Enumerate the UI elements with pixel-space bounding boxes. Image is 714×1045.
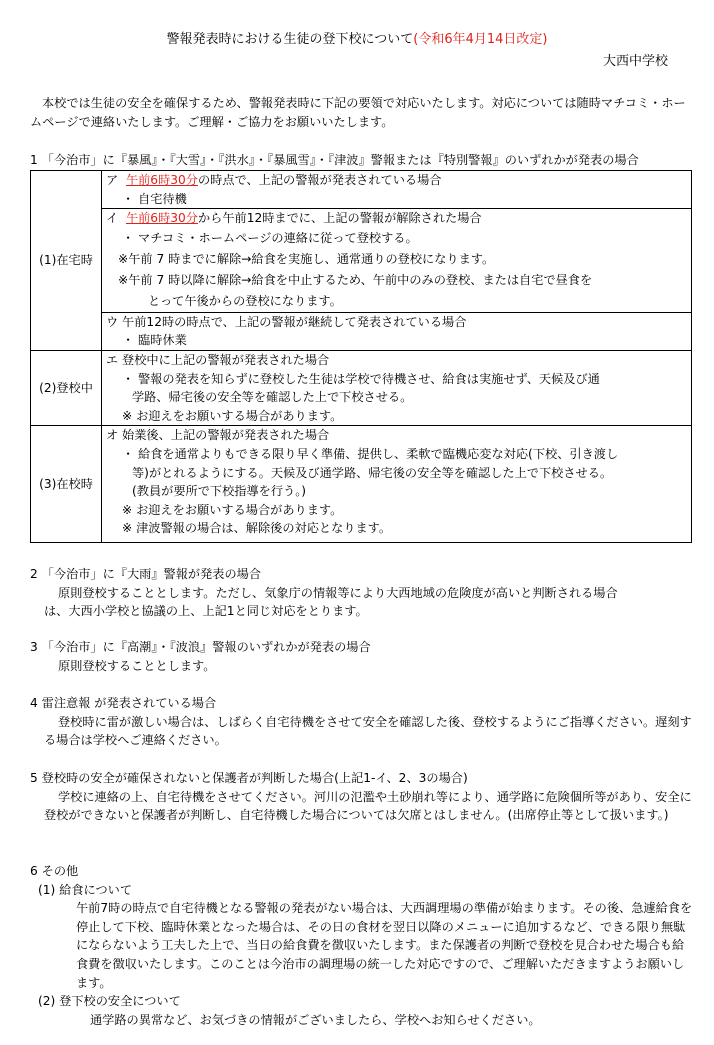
section2-heading: 2 「今治市」に『大雨』警報が発表の場合 xyxy=(30,567,262,581)
section3-body: 原則登校することとします。 xyxy=(58,658,216,673)
rule-a-rest: の時点で、上記の警報が発表されている場合 xyxy=(197,173,442,187)
title-text: 警報発表時における生徒の登下校について xyxy=(166,32,414,47)
section2-body2: は、大西小学校と協議の上、上記1と同じ対応をとります。 xyxy=(44,604,368,619)
section4-heading: 4 雷注意報 が発表されている場合 xyxy=(30,696,217,710)
section2-body1: 原則登校することとします。ただし、気象庁の情報等により大西地域の危険度が高いと判断される場合 xyxy=(58,585,618,600)
rule-i-item3a: ※午前 7 時以降に解除→給食を中止するため、午前中のみの登校、または自宅で昼食を xyxy=(118,272,593,287)
page-title xyxy=(0,31,714,50)
rule-o-cell xyxy=(102,426,692,543)
table-row xyxy=(31,312,692,350)
rule-a-cell xyxy=(102,171,692,209)
rule-a-item: ・ 自宅待機 xyxy=(122,191,187,206)
section6-sub2-body: 通学路の異常など、お気づきの情報がございましたら、学校へお知らせください。 xyxy=(90,1012,541,1027)
rule-o-item3: ※ 津波警報の場合は、解除後の対応となります。 xyxy=(122,521,392,536)
section6-sub2-heading: (2) 登下校の安全について xyxy=(38,994,181,1009)
rule-i-rest: から午前12時までに、上記の警報が解除された場合 xyxy=(197,211,482,226)
section3-heading: 3 「今治市」に『高潮』・『波浪』警報のいずれかが発表の場合 xyxy=(30,640,371,654)
rule-i-heading xyxy=(106,209,687,228)
rule-e-cell xyxy=(102,350,692,425)
rule-o-heading: オ 始業後、上記の警報が発表された場合 xyxy=(106,428,330,443)
rule-i-item1: ・ マチコミ・ホームページの連絡に従って登校する。 xyxy=(122,230,418,245)
rule-u-heading: ウ 午前12時の時点で、上記の警報が継続して発表されている場合 xyxy=(106,314,467,329)
rule-u-item: ・ 臨時休業 xyxy=(122,333,187,348)
table-row xyxy=(31,171,692,209)
section5-body: 学校に連絡の上、自宅待機をさせてください。河川の氾濫や土砂崩れ等により、通学路に危険個所等があり、安全に登校ができないと保護者が判断し、自宅待機した場合については欠席とはしません。(出席停止等として扱います。) xyxy=(44,789,692,823)
section6-sub1-body: 午前7時の時点で自宅待機となる警報の発表がない場合は、大西調理場の準備が始まります。その後、急遽給食を停止して下校、臨時休業となった場合は、その日の食材を翌日以降のメニューに追加するなど、できる限り無駄にならないよう工夫した上で、当日の給食費を徴収いたします。また保護者の判断で登校を見合わせた場合も給食費を徴収いたします。このことは今治市の調理場の統一した対応ですので、ご理解いただきますようお願いします。 xyxy=(76,901,693,990)
rule-e-heading: エ 登校中に上記の警報が発表された場合 xyxy=(106,352,330,367)
row-label-commute: (2)登校中 xyxy=(31,350,102,425)
section2 xyxy=(30,565,694,621)
school-name: 大西中学校 xyxy=(602,54,668,69)
rule-i-prefix: イ xyxy=(106,211,119,226)
rule-i-item3b: とって午後からの登校になります。 xyxy=(148,293,342,308)
rule-o-item1b: 等)がとれるようにする。天候及び通学路、帰宅後の安全等を確認した上で下校させる。 xyxy=(132,465,613,480)
warning-rules-table xyxy=(30,170,692,543)
rule-u-cell xyxy=(102,312,692,350)
rule-i-cell xyxy=(102,209,692,313)
section6 xyxy=(30,862,694,1029)
row-label-school: (3)在校時 xyxy=(31,426,102,543)
table-row xyxy=(31,209,692,313)
rule-a-time: 午前6時30分 xyxy=(125,173,198,187)
rule-a-prefix: ア xyxy=(106,173,119,187)
rule-e-item1a: ・ 警報の発表を知らずに登校した生徒は学校で待機させ、給食は実施せず、天候及び通 xyxy=(122,371,600,386)
rule-o-item2: ※ お迎えをお願いする場合があります。 xyxy=(122,502,343,517)
rule-e-item1b: 学路、帰宅後の安全等を確認した上で下校させる。 xyxy=(132,390,413,405)
section3 xyxy=(30,638,694,675)
rule-o-item1a: ・ 給食を通常よりもできる限り早く準備、提供し、柔軟で臨機応変な対応(下校、引き渡し xyxy=(122,446,619,461)
revision-date: (令和6年4月14日改定) xyxy=(413,32,548,47)
intro-paragraph xyxy=(30,94,690,131)
section5 xyxy=(30,769,694,825)
table-row xyxy=(31,426,692,543)
section5-heading: 5 登校時の安全が確保されないと保護者が判断した場合(上記1-イ、2、3の場合) xyxy=(30,771,468,785)
section4-body: 登校時に雷が激しい場合は、しばらく自宅待機をさせて安全を確認した後、登校するようにご指導ください。遅刻する場合は学校へご連絡ください。 xyxy=(44,714,692,748)
section6-sub1-heading: (1) 給食について xyxy=(38,882,133,897)
rule-a-heading xyxy=(106,171,687,190)
rule-i-time: 午前6時30分 xyxy=(125,211,198,226)
section1-heading: 1 「今治市」に『暴風』・『大雪』・『洪水』・『暴風雪』・『津波』警報または『特別警報』のいずれかが発表の場合 xyxy=(30,153,639,167)
section6-heading: 6 その他 xyxy=(30,864,79,878)
intro-text: 本校では生徒の安全を確保するため、警報発表時に下記の要領で対応いたします。対応については随時マチコミ・ホームページで連絡いたします。ご理解・ご協力をお願いいたします。 xyxy=(30,96,686,129)
table-row xyxy=(31,350,692,425)
rule-i-item2: ※午前 7 時までに解除→給食を実施し、通常通りの登校になります。 xyxy=(118,251,495,266)
rule-e-item2: ※ お迎えをお願いする場合があります。 xyxy=(122,408,343,423)
row-label-home: (1)在宅時 xyxy=(31,171,102,351)
rule-o-item1c: (教員が要所で下校指導を行う。) xyxy=(132,484,307,499)
section4 xyxy=(30,694,694,750)
